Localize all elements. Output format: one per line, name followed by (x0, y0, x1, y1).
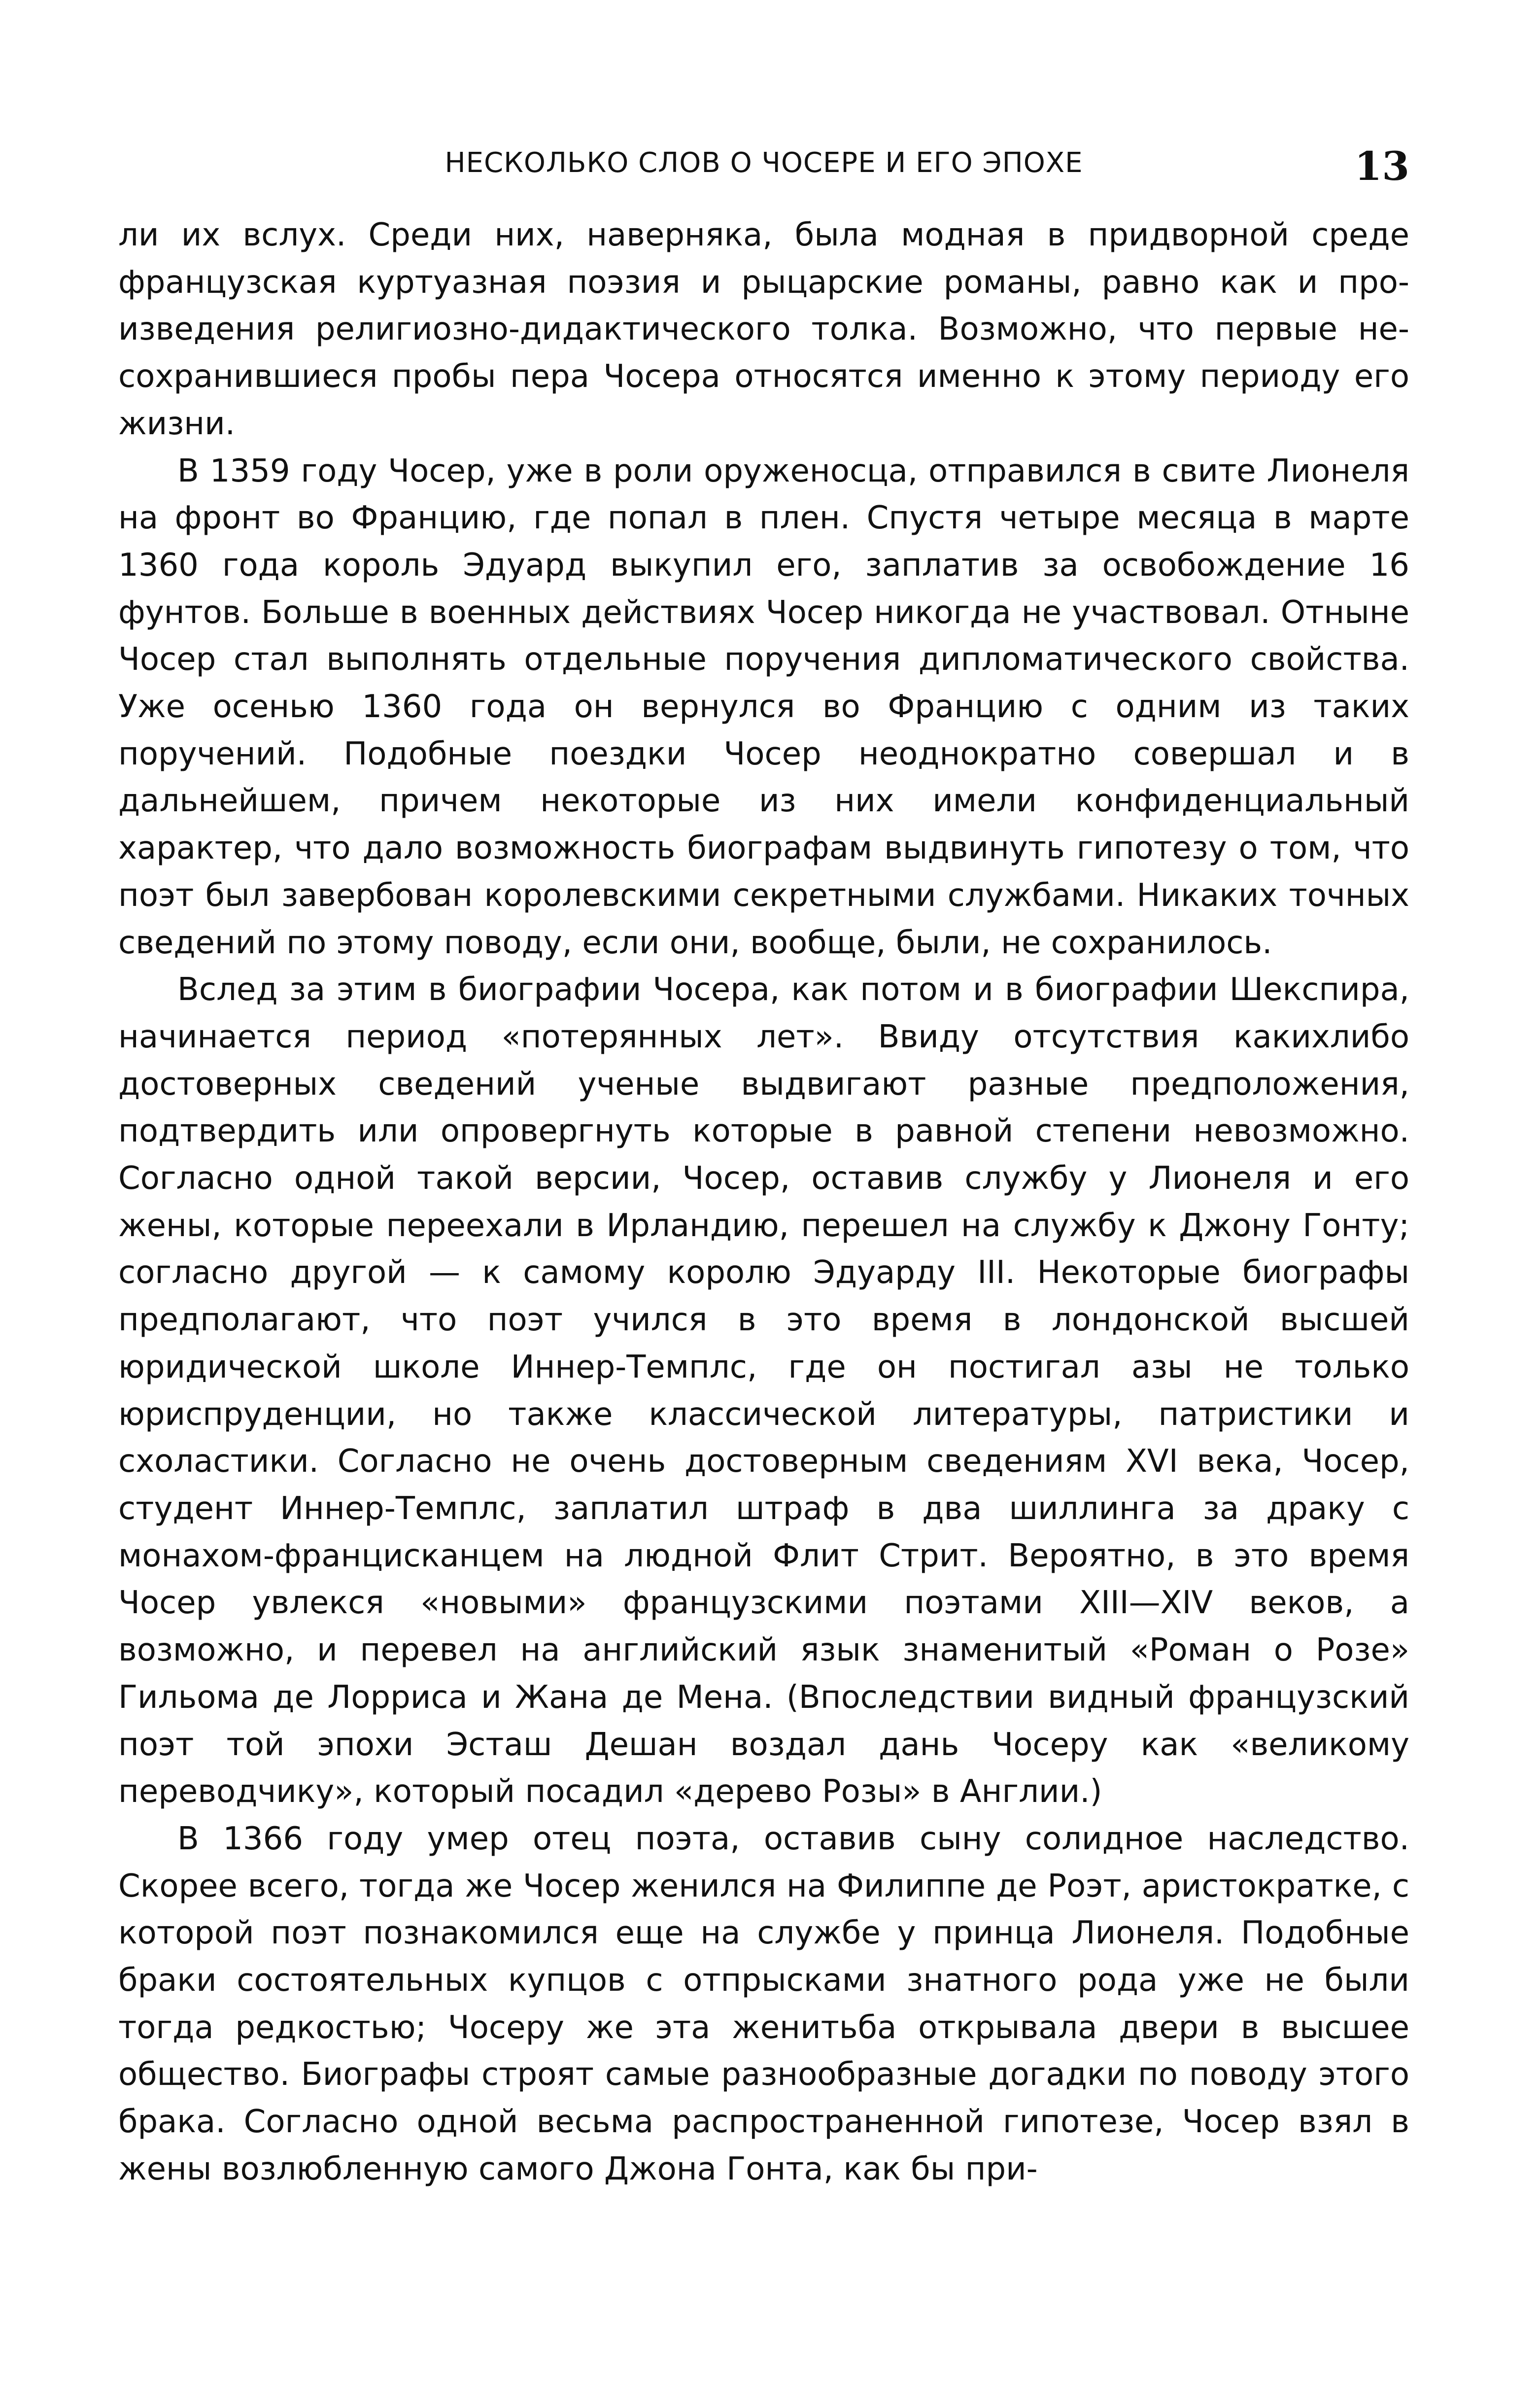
page-number: 13 (1354, 143, 1409, 189)
page-header (118, 132, 1409, 191)
paragraph: Вслед за этим в биографии Чосера, как потом и в биографии Шекспира, начинается период «потерянных лет». Ввиду отсутствия какихлибо достоверных сведений ученые выдвигают разные предположения, подтвердить или опровергнуть которые в равной степени невозможно. Согласно одной такой версии, Чосер, оставив службу у Лионеля и его жены, которые переехали в Ирландию, перешел на службу к Джону Гонту; согласно другой — к самому королю Эдуарду III. Некоторые биографы предполагают, что поэт учился в это время в лондонской высшей юридической школе Иннер-Темплс, где он постигал азы не только юриспруденции, но также классической литературы, патристики и схоластики. Согласно не очень достоверным сведениям XVI века, Чосер, студент Иннер-Темплс, заплатил штраф в два шиллинга за драку с монахом-францисканцем на людной Флит Стрит. Вероятно, в это время Чосер увлекся «новыми» французскими поэтами XIII—XIV веков, а возможно, и перевел на английский язык знаменитый «Роман о Розе» Гильома де Лорриса и Жана де Мена. (Впоследствии видный французский поэт той эпохи Эсташ Дешан воздал дань Чосеру как «великому переводчику», который посадил «дерево Розы» в Англии.) (118, 971, 1409, 1810)
body-text (118, 212, 1409, 2193)
paragraph: В 1366 году умер отец поэта, оставив сыну солидное наследство. Скорее всего, тогда же Чосер женился на Филиппе де Роэт, аристократке, с которой поэт познакомился еще на службе у принца Лионеля. Подобные браки состоятельных купцов с отпрысками знатного рода уже не были тогда редкостью; Чосеру же эта женитьба открывала двери в высшее общество. Биографы строят самые разнообразные догадки по поводу этого брака. Согласно одной весьма распространенной гипотезе, Чосер взял в жены возлюбленную самого Джона Гонта, как бы при- (118, 1820, 1409, 2187)
paragraph: В 1359 году Чосер, уже в роли оруженосца, отправился в свите Лионеля на фронт во Францию, где попал в плен. Спустя четыре месяца в марте 1360 года король Эдуард выкупил его, заплатив за освобождение 16 фунтов. Больше в военных действиях Чосер никогда не участвовал. Отныне Чосер стал выполнять отдельные поручения дипломатического свойства. Уже осенью 1360 года он вернулся во Францию с одним из таких поручений. Подобные поездки Чосер неоднократно совершал и в дальнейшем, причем некоторые из них имели конфиденциальный характер, что дало возможность биографам выдвинуть гипотезу о том, что поэт был завербован королевскими секретными службами. Никаких точных сведений по этому поводу, если они, вообще, были, не сохранилось. (118, 452, 1409, 961)
paragraph-continuation: ли их вслух. Среди них, наверняка, была модная в придворной среде французская куртуазная поэзия и рыцарские романы, равно как и произведения религиозно-дидактического толка. Возможно, что первые несохранившиеся пробы пера Чосера относятся именно к этому периоду его жизни. (118, 217, 1409, 442)
running-head: НЕСКОЛЬКО СЛОВ О ЧОСЕРЕ И ЕГО ЭПОХЕ (445, 147, 1083, 179)
